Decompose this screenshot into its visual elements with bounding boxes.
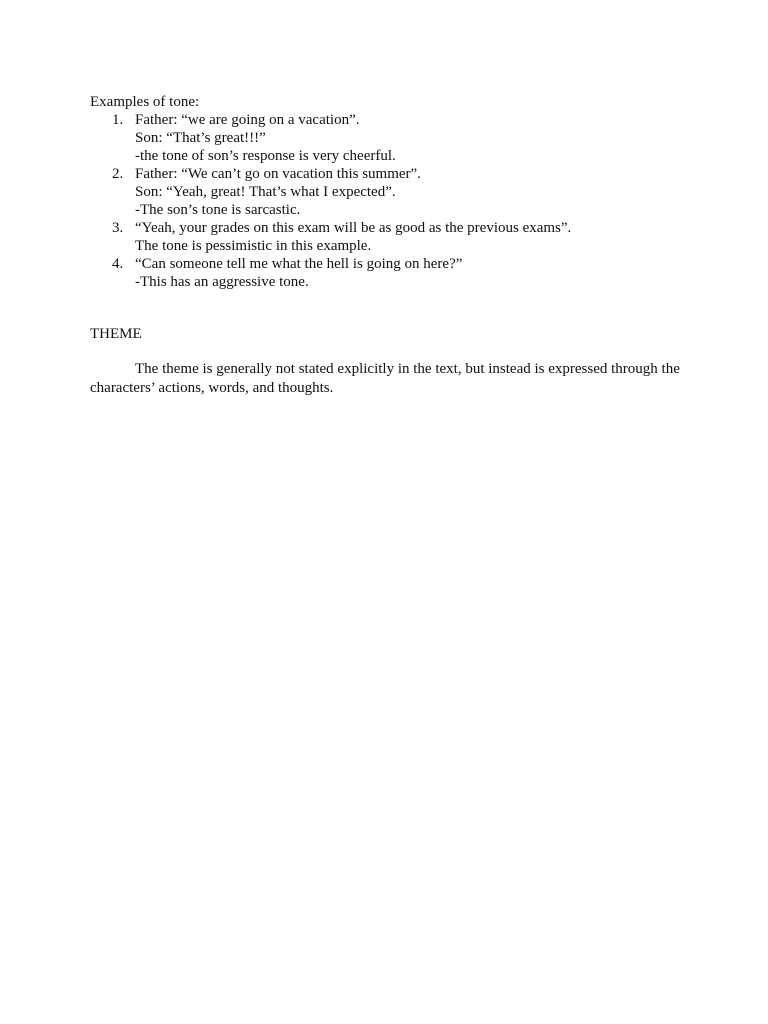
example-line: -The son’s tone is sarcastic. [135,202,301,218]
example-line: The tone is pessimistic in this example. [135,238,372,254]
example-item-4 [90,255,680,291]
example-line: Father: “We can’t go on vacation this summer”. [135,166,421,182]
list-number: 1. [112,112,124,128]
list-number: 4. [112,256,124,272]
example-line: -the tone of son’s response is very cheerful. [135,148,396,164]
list-number: 2. [112,166,124,182]
example-line: Son: “Yeah, great! That’s what I expected”. [135,184,396,200]
example-line: “Yeah, your grades on this exam will be as good as the previous exams”. [135,220,572,236]
example-item-3 [90,219,680,255]
example-item-1 [90,111,680,165]
example-line: -This has an aggressive tone. [135,274,309,290]
examples-label: Examples of tone: [90,94,200,110]
theme-paragraph: The theme is generally not stated explicitly in the text, but instead is expressed through the characters’ actions, words, and thoughts. [90,361,680,396]
example-line: Father: “we are going on a vacation”. [135,112,360,128]
tone-examples-section [90,93,680,291]
section-heading: THEME [90,326,142,342]
example-line: Son: “That’s great!!!” [135,130,266,146]
example-line: “Can someone tell me what the hell is going on here?” [135,256,463,272]
example-item-2 [90,165,680,219]
examples-list [90,111,680,291]
list-number: 3. [112,220,124,236]
